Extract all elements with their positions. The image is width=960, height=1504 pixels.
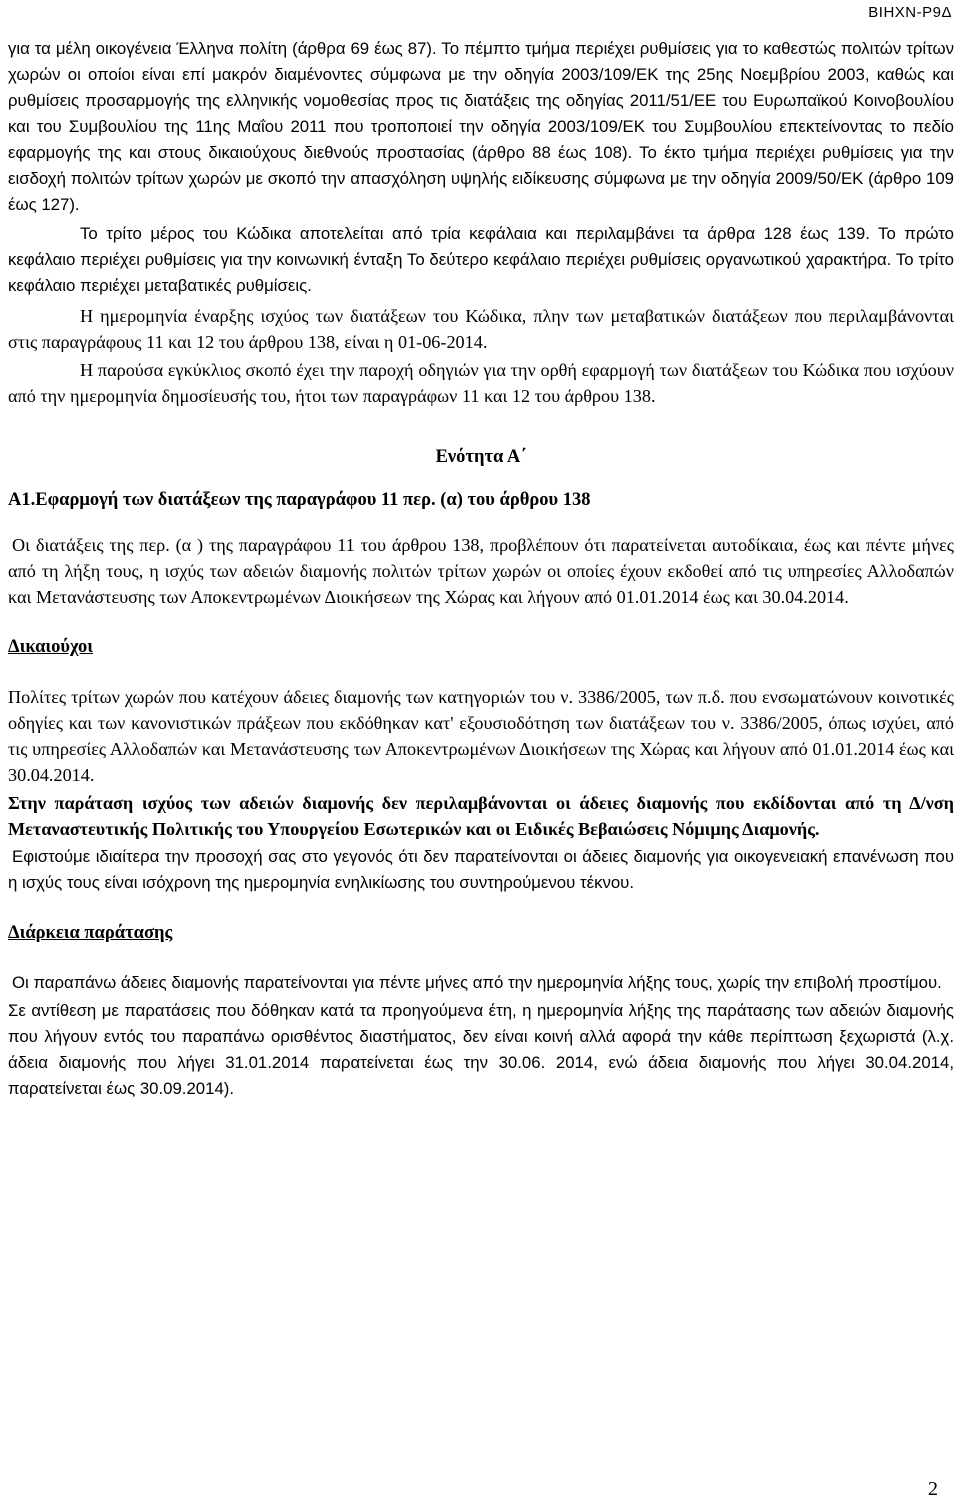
beneficiaries-heading: Δικαιούχοι bbox=[8, 637, 93, 657]
document-body bbox=[8, 36, 954, 1102]
duration-heading: Διάρκεια παράτασης bbox=[8, 923, 173, 943]
document-code: ΒΙΗΧΝ-Ρ9Δ bbox=[868, 4, 952, 21]
duration-paragraph-1: Οι παραπάνω άδειες διαμονής παρατείνονται για πέντε μήνες από την ημερομηνία λήξης τους, χωρίς την επιβολή προστίμου. bbox=[12, 973, 942, 992]
duration-paragraph-2: Σε αντίθεση με παρατάσεις που δόθηκαν κατά τα προηγούμενα έτη, η ημερομηνία λήξης της παράτασης των αδειών διαμονής που λήγουν εντός του παραπάνω ορισθέντος διαστήματος, δεν είναι κοινή αλλά αφορά την κάθε περίπτωση ξεχωριστά (λ.χ. άδεια διαμονής που λήγει 31.01.2014 παρατείνεται έως την 30.06. 2014, ενώ άδεια διαμονής που λήγει 30.04.2014, παρατείνεται έως 30.09.2014). bbox=[8, 1001, 954, 1098]
beneficiaries-note: Εφιστούμε ιδιαίτερα την προσοχή σας στο γεγονός ότι δεν παρατείνονται οι άδειες διαμονής για οικογενειακή επανένωση που η ισχύς τους είναι ισόχρονη της ημερομηνία ενηλικίωσης του συντηρούμενου τέκνου. bbox=[8, 847, 954, 892]
beneficiaries-body: Πολίτες τρίτων χωρών που κατέχουν άδειες διαμονής των κατηγοριών του ν. 3386/2005, των π.δ. που ενσωματώνουν κοινοτικές οδηγίες και των κανονιστικών πράξεων που εκδόθηκαν κατ' εξουσιοδότηση των διατάξεων του ν. 3386/2005, όπως ισχύει, από τις υπηρεσίες Αλλοδαπών και Μετανάστευσης των Αποκεντρωμένων Διοικήσεων της Χώρας και λήγουν από 01.01.2014 έως και 30.04.2014. bbox=[8, 687, 954, 785]
intro-paragraph-3: Η ημερομηνία έναρξης ισχύος των διατάξεων του Κώδικα, πλην των μεταβατικών διατάξεων που περιλαμβάνονται στις παραγράφους 11 και 12 του άρθρου 138, είναι η 01-06-2014. bbox=[8, 306, 954, 352]
page-number: 2 bbox=[928, 1478, 938, 1500]
intro-paragraph-4: Η παρούσα εγκύκλιος σκοπό έχει την παροχή οδηγιών για την ορθή εφαρμογή των διατάξεων του Κώδικα που ισχύουν από την ημερομηνία δημοσίευσής του, ήτοι των παραγράφων 11 και 12 του άρθρου 138. bbox=[8, 360, 954, 406]
a1-heading: Α1.Εφαρμογή των διατάξεων της παραγράφου 11 περ. (α) του άρθρου 138 bbox=[8, 490, 591, 510]
beneficiaries-exclusion: Στην παράταση ισχύος των αδειών διαμονής δεν περιλαμβάνονται οι άδειες διαμονής που εκδίδονται από τη Δ/νση Μεταναστευτικής Πολιτικής του Υπουργείου Εσωτερικών και οι Ειδικές Βεβαιώσεις Νόμιμης Διαμονής. bbox=[8, 793, 954, 839]
intro-paragraph-1: για τα μέλη οικογένεια Έλληνα πολίτη (άρθρα 69 έως 87). Το πέμπτο τμήμα περιέχει ρυθμίσεις για το καθεστώς πολιτών τρίτων χωρών οι οποίοι είναι επί μακρόν διαμένοντες σύμφωνα με την οδηγία 2003/109/ΕΚ της 25ης Νοεμβρίου 2003, καθώς και ρυθμίσεις προσαρμογής της ελληνικής νομοθεσίας προς τις διατάξεις της οδηγίας 2011/51/ΕΕ του Ευρωπαϊκού Κοινοβουλίου και του Συμβουλίου της 11ης Μαΐου 2011 που τροποποιεί την οδηγία 2003/109/ΕΚ του Συμβουλίου επεκτείνοντας το πεδίο εφαρμογής της και στους δικαιούχους διεθνούς προστασίας (άρθρο 88 έως 108). Το έκτο τμήμα περιέχει ρυθμίσεις για την εισδοχή πολιτών τρίτων χωρών με σκοπό την απασχόληση υψηλής ειδίκευσης σύμφωνα με την οδηγία 2009/50/ΕΚ (άρθρο 109 έως 127). bbox=[8, 39, 954, 214]
section-title: Ενότητα Α΄ bbox=[435, 447, 527, 467]
intro-paragraph-2: Το τρίτο μέρος του Κώδικα αποτελείται από τρία κεφάλαια και περιλαμβάνει τα άρθρα 128 έως 139. Το πρώτο κεφάλαιο περιέχει ρυθμίσεις για την κοινωνική ένταξη Το δεύτερο κεφάλαιο περιέχει ρυθμίσεις οργανωτικού χαρακτήρα. Το τρίτο κεφάλαιο περιέχει μεταβατικές ρυθμίσεις. bbox=[8, 224, 954, 295]
a1-body: Οι διατάξεις της περ. (α ) της παραγράφου 11 του άρθρου 138, προβλέπουν ότι παρατείνεται αυτοδίκαια, έως και πέντε μήνες από τη λήξη τους, η ισχύς των αδειών διαμονής πολιτών τρίτων χωρών οι οποίες έχουν εκδοθεί από τις υπηρεσίες Αλλοδαπών και Μετανάστευσης των Αποκεντρωμένων Διοικήσεων της Χώρας και λήγουν από 01.01.2014 έως και 30.04.2014. bbox=[8, 535, 954, 607]
